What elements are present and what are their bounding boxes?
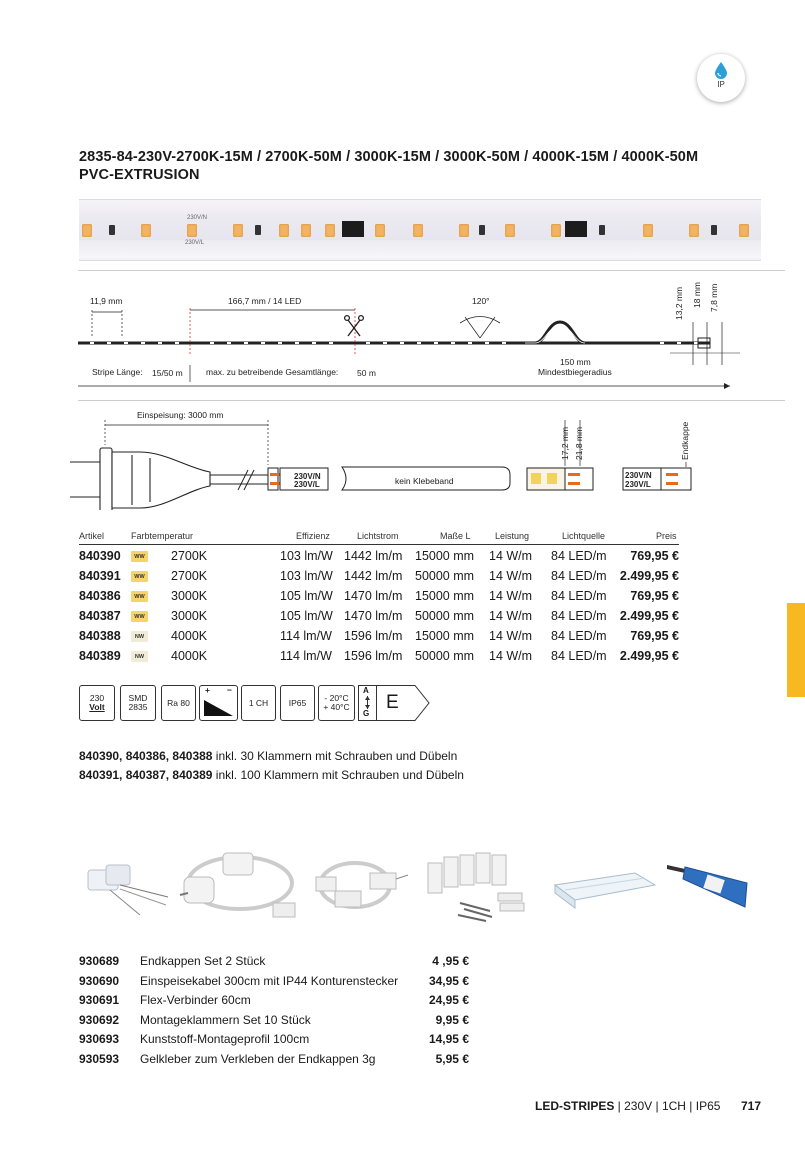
th-flux: Lichtstrom [357,531,399,541]
article-number: 840391 [79,569,121,583]
footer-specs: | 230V | 1CH | IP65 [614,1099,721,1113]
mounting-profile-image [550,845,660,925]
cell-len: 15000 mm [415,589,475,603]
page-number: 717 [741,1099,762,1113]
product-title-line1: 2835-84-230V-2700K-15M / 2700K-50M / 3000K-15M / 3000K-50M / 4000K-15M / 4000K-50M [79,149,699,165]
th-price: Preis [656,531,677,541]
product-row [79,629,679,649]
energy-scale-bottom: G [363,709,370,718]
accessory-article: 930693 [79,1032,120,1046]
color-temp-badge: WW [131,551,148,562]
cell-temp: 2700K [171,549,208,563]
cell-flux: 1442 lm/m [344,569,403,583]
color-temp-badge: WW [131,591,148,602]
stripe-length-label: Stripe Länge: [92,367,143,377]
voltage-icon [79,685,115,721]
cell-power: 14 W/m [489,649,533,663]
feed-cable-image [178,845,303,925]
voltage-unit: Volt [89,702,105,712]
ip-badge [697,54,745,102]
dim-plus: + [205,685,210,695]
product-row [79,589,679,609]
accessory-price: 24,95 € [428,993,469,1007]
smd-icon [120,685,156,721]
accessory-article: 930691 [79,993,120,1007]
temp-max: + 40°C [323,702,350,712]
cell-temp: 3000K [171,589,208,603]
energy-class: E [386,692,399,713]
cell-temp: 3000K [171,609,208,623]
strip-photo-label-l: 230V/L [185,240,205,246]
ip-rating-icon [280,685,315,721]
led-strip-photo [79,199,761,261]
th-power: Leistung [495,531,530,541]
accessory-description: Endkappen Set 2 Stück [140,954,266,968]
cell-price: 769,95 € [630,589,679,603]
ip-badge-label: IP [717,80,725,89]
cell-source: 84 LED/m [551,649,607,663]
temperature-range-icon [318,685,355,721]
feed-length-label: Einspeisung: 3000 mm [137,410,224,420]
accessory-price: 34,95 € [428,973,469,988]
cell-temp: 4000K [171,629,208,643]
cell-power: 14 W/m [489,549,533,563]
max-length-value: 50 m [357,368,376,378]
cell-len: 50000 mm [415,609,475,623]
accessory-article: 930689 [79,954,120,968]
energy-scale-top: A [363,686,369,695]
color-temp-badge: WW [131,571,148,582]
product-row [79,649,679,669]
article-number: 840388 [79,629,121,643]
smd-value: 2835 [128,702,148,712]
cell-power: 14 W/m [489,569,533,583]
cell-source: 84 LED/m [551,629,607,643]
cell-power: 14 W/m [489,609,533,623]
cell-eff: 114 lm/W [280,629,332,643]
accessory-price: 14,95 € [428,1032,469,1046]
channel-value: 1 CH [248,697,269,708]
article-number: 840387 [79,609,121,623]
conn-dim-2: 21,8 mm [574,426,584,460]
accessory-description: Einspeisekabel 300cm mit IP44 Konturenstecker [140,973,399,988]
accessory-description: Montageklammern Set 10 Stück [140,1012,311,1027]
accessory-price: 4 ,95 € [432,954,469,968]
th-article: Artikel [79,531,105,541]
accessory-article: 930692 [79,1012,120,1027]
mounting-clips-image [420,845,530,925]
cell-flux: 1470 lm/m [344,589,403,603]
cell-temp: 2700K [171,569,208,583]
smd-label: SMD [128,693,148,703]
scissors-icon [345,316,364,336]
accessory-article: 930690 [79,973,120,988]
note-100-clips [79,768,464,782]
dim-segment-label: 166,7 mm / 14 LED [228,296,302,306]
cell-source: 84 LED/m [551,589,607,603]
footer [535,1099,720,1113]
th-color-temp: Farbtemperatur [131,531,194,541]
cell-len: 15000 mm [415,549,475,563]
note-articles: 840390, 840386, 840388 [79,749,213,763]
accessory-row [79,1052,469,1072]
accessory-row [79,993,469,1013]
endcap-n-label: 230V/N [625,471,652,480]
section-tab [787,603,805,697]
cell-flux: 1470 lm/m [344,609,403,623]
cell-eff: 105 lm/W [280,589,333,603]
accessory-row [79,954,469,974]
max-length-label: max. zu betreibende Gesamtlänge: [206,367,339,377]
note-articles: 840391, 840387, 840389 [79,768,213,782]
cell-price: 2.499,95 € [619,609,679,623]
cell-source: 84 LED/m [551,569,607,583]
temp-min: - 20°C [324,693,349,703]
cell-power: 14 W/m [489,589,533,603]
cell-eff: 114 lm/W [280,649,332,663]
th-efficiency: Effizienz [296,531,330,541]
color-temp-badge: NW [131,651,148,662]
conn-n-label: 230V/N [294,472,321,481]
th-length: Maße L [440,531,471,541]
product-row [79,569,679,589]
accessory-article: 930593 [79,1051,120,1066]
accessory-description: Flex-Verbinder 60cm [140,993,251,1007]
color-temp-badge: NW [131,631,148,642]
cell-source: 84 LED/m [551,549,607,563]
cell-len: 50000 mm [415,649,475,663]
accessory-price: 9,95 € [435,1012,469,1027]
accessory-description: Kunststoff-Montageprofil 100cm [140,1032,310,1046]
endcap-l-label: 230V/L [625,480,651,489]
cell-power: 14 W/m [489,629,533,643]
beam-angle-label: 120° [472,296,490,306]
conn-dim-1: 17,2 mm [560,426,570,460]
accessory-row [79,1032,469,1052]
cell-source: 84 LED/m [551,609,607,623]
no-tape-label: kein Klebeband [395,476,454,486]
product-row [79,549,679,569]
end-cap-label: Endkappe [680,421,690,460]
cell-flux: 1596 lm/m [344,649,403,663]
dim-height-1: 13,2 mm [674,286,684,320]
dimmable-icon [199,685,238,721]
dim-height-2: 18 mm [692,282,702,308]
energy-label-icon [358,685,430,721]
article-number: 840390 [79,549,121,563]
note-text: inkl. 30 Klammern mit Schrauben und Dübeln [212,749,458,763]
voltage-value: 230 [89,693,105,703]
cell-len: 15000 mm [415,629,475,643]
color-temp-badge: WW [131,611,148,622]
product-row [79,609,679,629]
cell-flux: 1596 lm/m [344,629,403,643]
accessory-row [79,1013,469,1033]
cell-price: 2.499,95 € [619,569,679,583]
power-plug-icon [70,448,210,510]
stripe-length-value: 15/50 m [152,368,183,378]
dim-minus: − [227,685,232,695]
accessory-description: Gelkleber zum Verkleben der Endkappen 3g [140,1051,376,1066]
water-drop-icon [714,61,728,79]
channel-icon [241,685,276,721]
product-title [79,148,779,184]
accessory-row [79,974,469,994]
cell-eff: 105 lm/W [280,609,333,623]
cell-flux: 1442 lm/m [344,549,403,563]
flex-connector-image [310,845,410,925]
accessory-price: 5,95 € [435,1051,469,1066]
note-text: inkl. 100 Klammern mit Schrauben und Dübeln [212,768,464,782]
article-number: 840389 [79,649,121,663]
cell-temp: 4000K [171,649,208,663]
cell-len: 50000 mm [415,569,475,583]
cell-eff: 103 lm/W [280,569,333,583]
strip-photo-label-n: 230V/N [187,215,208,221]
note-30-clips [79,749,457,763]
cell-price: 2.499,95 € [619,649,679,663]
cell-eff: 103 lm/W [280,549,333,563]
dim-pitch-label: 11,9 mm [90,296,123,306]
bend-radius-label: Mindestbiegeradius [538,367,612,377]
th-source: Lichtquelle [562,531,606,541]
cri-value: Ra 80 [167,697,190,708]
end-caps-image [80,845,170,925]
cell-price: 769,95 € [630,549,679,563]
ip-rating-value: IP65 [288,697,307,708]
cri-icon [161,685,196,721]
dim-height-3: 7,8 mm [709,283,719,312]
bend-radius-value: 150 mm [560,357,591,367]
article-number: 840386 [79,589,121,603]
footer-category: LED-STRIPES [535,1099,615,1113]
conn-l-label: 230V/L [294,480,320,489]
product-title-line2: PVC-EXTRUSION [79,167,200,183]
cell-price: 769,95 € [630,629,679,643]
gel-adhesive-image [665,845,755,925]
